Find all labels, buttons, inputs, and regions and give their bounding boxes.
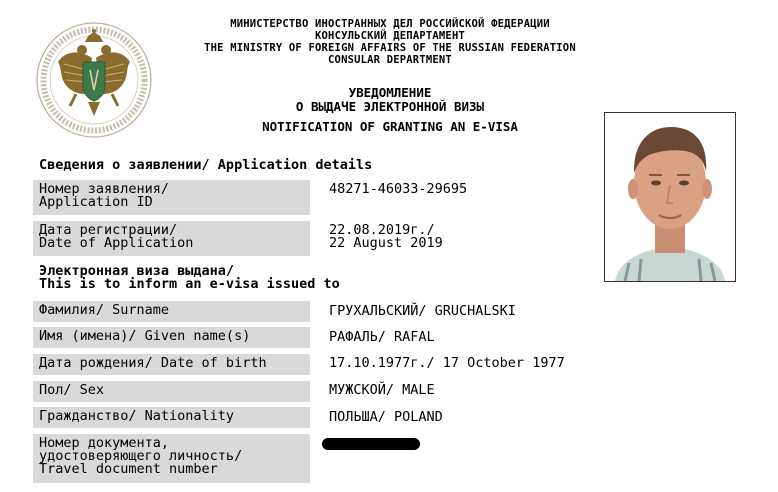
title-line-en: NOTIFICATION OF GRANTING AN E-VISA: [262, 119, 518, 134]
travel-document-label: Номер документа, удостоверяющего личность/ Travel document number: [33, 434, 310, 483]
applicant-photo: [604, 112, 736, 282]
person-portrait-icon: [605, 113, 735, 281]
header-line-ru-ministry: МИНИСТЕРСТВО ИНОСТРАННЫХ ДЕЛ РОССИЙСКОЙ ФЕДЕРАЦИИ: [230, 18, 550, 30]
title-line-evisa-ru: О ВЫДАЧЕ ЭЛЕКТРОННОЙ ВИЗЫ: [295, 99, 485, 114]
given-names-value: РАФАЛЬ/ RAFAL: [329, 329, 435, 345]
title-line-notification-ru: УВЕДОМЛЕНИЕ: [348, 85, 432, 100]
sex-value: МУЖСКОЙ/ MALE: [329, 382, 435, 398]
travel-document-number-redacted: [322, 438, 420, 450]
header-line-ru-department: КОНСУЛЬСКИЙ ДЕПАРТАМЕНТ: [315, 30, 465, 42]
date-of-birth-label: Дата рождения/ Date of birth: [33, 354, 310, 375]
application-details-heading: Сведения о заявлении/ Application details: [39, 157, 373, 173]
nationality-label: Гражданство/ Nationality: [33, 407, 310, 428]
header-line-en-department: CONSULAR DEPARTMENT: [328, 54, 452, 66]
application-date-label: Дата регистрации/ Date of Application: [33, 221, 310, 256]
header-line-en-ministry: THE MINISTRY OF FOREIGN AFFAIRS OF THE RUSSIAN FEDERATION: [204, 42, 576, 54]
application-date-value: 22.08.2019г./ 22 August 2019: [329, 222, 443, 251]
visa-issued-heading: Электронная виза выдана/ This is to inform an e-visa issued to: [39, 263, 340, 292]
application-id-value: 48271-46033-29695: [329, 181, 468, 197]
sex-label: Пол/ Sex: [33, 381, 310, 402]
document-title: [170, 86, 610, 134]
nationality-value: ПОЛЬША/ POLAND: [329, 409, 443, 425]
surname-label: Фамилия/ Surname: [33, 301, 310, 322]
consular-seal: [30, 20, 158, 140]
date-of-birth-value: 17.10.1977г./ 17 October 1977: [329, 355, 565, 371]
application-id-label: Номер заявления/ Application ID: [33, 180, 310, 215]
ministry-header: [170, 18, 610, 66]
surname-value: ГРУХАЛЬСКИЙ/ GRUCHALSKI: [329, 303, 516, 319]
given-names-label: Имя (имена)/ Given name(s): [33, 327, 310, 348]
double-headed-eagle-emblem-icon: [30, 20, 158, 140]
